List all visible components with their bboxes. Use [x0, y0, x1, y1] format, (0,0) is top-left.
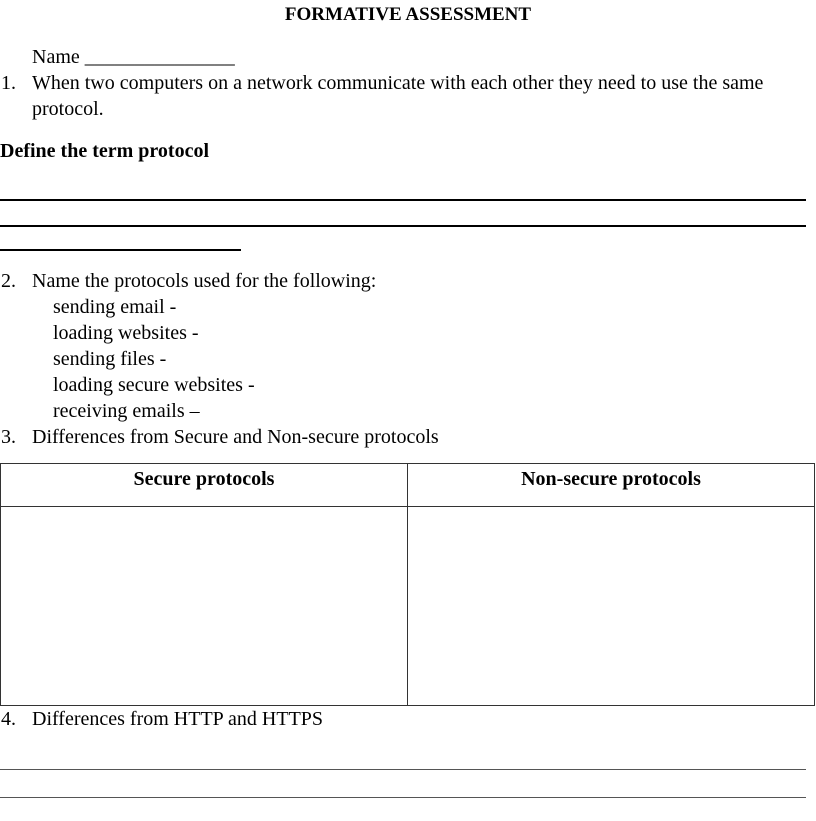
answer-line-5[interactable] [0, 797, 806, 798]
page-title: FORMATIVE ASSESSMENT [284, 4, 532, 25]
answer-line-2[interactable] [0, 225, 806, 227]
header-non-secure-protocols: Non-secure protocols [408, 464, 815, 507]
define-heading: Define the term protocol [0, 140, 210, 162]
answer-line-4[interactable] [0, 769, 806, 770]
question-1-number: 1. [1, 72, 16, 94]
question-1-text-line1: When two computers on a network communicate with each other they need to use the same [32, 72, 764, 94]
secure-protocols-cell[interactable] [1, 507, 408, 706]
protocol-item-loading-websites: loading websites - [53, 322, 199, 344]
name-row [32, 44, 235, 70]
name-label: Name [32, 46, 80, 68]
question-4-text: Differences from HTTP and HTTPS [32, 708, 324, 730]
protocols-comparison-table [0, 463, 815, 706]
question-3-text: Differences from Secure and Non-secure protocols [32, 426, 439, 448]
question-3-number: 3. [1, 426, 16, 448]
name-blank[interactable]: _______________ [84, 46, 235, 68]
header-secure-protocols: Secure protocols [1, 464, 408, 507]
answer-line-1[interactable] [0, 199, 806, 201]
question-1-text-line2: protocol. [32, 98, 104, 120]
question-2-number: 2. [1, 270, 16, 292]
question-2-text: Name the protocols used for the following: [32, 270, 377, 292]
protocol-item-sending-email: sending email - [53, 296, 177, 318]
question-4-number: 4. [1, 708, 16, 730]
protocol-item-sending-files: sending files - [53, 348, 167, 370]
table-header-row [1, 464, 815, 507]
protocol-item-receiving-emails: receiving emails – [53, 400, 200, 422]
answer-line-3[interactable] [0, 249, 241, 251]
protocol-item-loading-secure-websites: loading secure websites - [53, 374, 255, 396]
table-row [1, 507, 815, 706]
non-secure-protocols-cell[interactable] [408, 507, 815, 706]
